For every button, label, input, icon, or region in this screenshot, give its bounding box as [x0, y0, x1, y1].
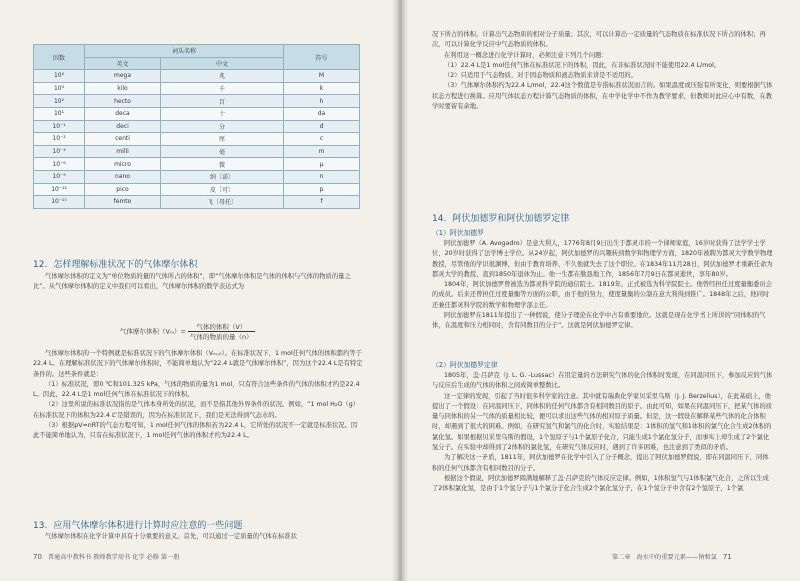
table-cell-en: deci [85, 120, 161, 133]
si-prefix-table [33, 44, 360, 209]
table-cell-sym: d [284, 120, 360, 133]
section-13-intro: 气体摩尔体积在化学计算中具有十分重要的意义。首先，可以通过一定质量的气体在标准状 [45, 533, 297, 540]
table-cell-zh: 厘 [161, 133, 284, 146]
table-cell-f: 10³ [34, 82, 85, 95]
table-cell-zh: 纳〔诺〕 [161, 170, 284, 183]
table-cell-sym: c [284, 133, 360, 146]
table-cell-f: 10⁻¹² [34, 183, 85, 196]
table-row [34, 95, 360, 108]
subsection-avogadro-law: （2）阿伏加德罗定律 [432, 361, 498, 369]
page-number-right: 71 [722, 553, 732, 561]
table-cell-sym: m [284, 145, 360, 158]
table-cell-sym: k [284, 82, 360, 95]
right-footer [612, 552, 732, 561]
table-row [34, 133, 360, 146]
table-cell-f: 10⁻¹ [34, 120, 85, 133]
table-cell-en: milli [85, 145, 161, 158]
table-cell-en: nano [85, 170, 161, 183]
left-footer [33, 552, 179, 561]
section-13-heading: 13. 应用气体摩尔体积进行计算时应注意的一些问题 [33, 521, 243, 531]
header-english: 英文 [85, 57, 161, 70]
table-row [34, 145, 360, 158]
section-12-intro: 气体摩尔体积的定义为“单位物质的量的气体所占的体积”，即“气体摩尔体积是气体的体积与气体的物质的量之比”。从气体摩尔体积的定义中我们可以看出，气体摩尔体积的数学表达式为 [33, 273, 351, 291]
book-title: 普通高中教科书 教师教学用书 化学 必修 第一册 [47, 554, 180, 561]
table-row [34, 120, 360, 133]
table-row [34, 183, 360, 196]
table-cell-f: 10² [34, 95, 85, 108]
section-12-heading: 12. 怎样理解标准状况下的气体摩尔体积 [33, 260, 198, 270]
table-cell-en: kilo [85, 82, 161, 95]
table-cell-f: 10⁻⁶ [34, 158, 85, 171]
table-row [34, 170, 360, 183]
section-13-continued: 况下所占的体积，计算出气态物质的相对分子质量；其次，可以计算出一定质量的气态物质在标准状况下所占的体积；再次，可以计算化学反应中气态物质的体积。 在利用这一概念进行化学计算时，必须注意下列几个问题： （1）22.4 L是1 mol任何气体在标准状况下的体积，因此，在非标准状况时不能使用22.4 L/mol。 （2）只适用于气态物质，对于固态物质和液态物质来讲是不适用的。 （3）气体摩尔体积约为22.4 L/mol，22.4这个数值是专指标准状况而言的。如果温度或压强有所变化，则要根据气体状态方程进行换算。应用气体状态方程计算气态物质的体积，在中学化学中不作为教学要求，但教师对此应心中有数，在教学时要留有余地。 [432, 31, 773, 111]
table-cell-zh: 微 [161, 158, 284, 171]
molar-volume-formula: 气体摩尔体积（Vₘ）= $\frac{\text{气体的体积（V）}}{\text{气体的物质的量（n）}}$ [120, 323, 253, 341]
table-cell-zh: 飞〔母托〕 [161, 196, 284, 209]
header-chinese: 中文 [161, 57, 284, 70]
table-cell-en: hecto [85, 95, 161, 108]
table-cell-sym: da [284, 107, 360, 120]
left-page [0, 0, 398, 581]
chapter-title: 海水中的重要元素——钠和氯 [636, 554, 717, 561]
section-12-body: 气体摩尔体积的一个特例就是标准状况下的气体摩尔体积（Vₘ,₀）。在标准状况下，1 mol任何气体的体积都约等于22.4 L。在理解标准状况下的气体摩尔体积时，不能简单地认为“22.4 L就是气体摩尔体积”，因为这个22.4 L是有特定条件的。这些条件就是： （1）标准状况，即0 ℃和101.325 kPa，气体的物质的量为1 mol，只有符合这些条件的气体的体积才约是22.4 L。因此，22.4 L是1 mol任何气体在标准状况下的体积。 （2）这里所说的标准状况指的是气体本身所处的状况，而不是指其他外界条件的状况。例如，“1 mol H₂O（g）在标准状况下的体积为22.4 L”是错误的，因为在标准状况下，我们是无法得到气态水的。 （3）根据pV=nRT的气态方程可知，1 mol任何气体的体积若为22.4 L，它所处的状况不一定就是标准状况。因此不能简单地认为，只有在标准状况下，1 mol任何气体的体积才约为22.4 L。 [33, 350, 363, 440]
table-cell-zh: 分 [161, 120, 284, 133]
formula-fraction: $\frac{\text{气体的体积（V）}}{\text{气体的物质的量（n）}}$ [190, 323, 253, 341]
table-row [34, 82, 360, 95]
table-cell-f: 10⁻¹⁵ [34, 196, 85, 209]
table-cell-f: 10⁻³ [34, 145, 85, 158]
table-row [34, 107, 360, 120]
table-row [34, 70, 360, 83]
chapter-label: 第二章 [612, 554, 631, 561]
table-row [34, 196, 360, 209]
table-cell-sym: p [284, 183, 360, 196]
avogadro-bio: 阿伏加德罗（A. Avogadro）是意大利人，1776年8月9日出生于都灵市的一个律师家庭，16岁时获得了法学学士学位，20岁时获得了法学博士学位。从24岁起，阿伏加德罗的兴趣转到数学和物理学方面，1820年被聘为都灵大学数学物理教授，尽管他的学识很渊博，但由于教育培养，不久他就失去了这个职位。在1834年11月28日，阿伏加德罗才重新任命为都灵大学的教授，直到1850年退休为止。他一生都在勤恳地工作，1856年7月9日在都灵逝世，享年80岁。 1804年，阿伏加德罗曾被选为都灵科学院的通信院士。1819年，正式被选为科学院院士。他曾经担任过度量衡委员会的成员。后来还曾担任过度量衡等方面的公职，由于他的努力，使度量衡的公制在意大利得到推广。1848年之后，他同时还兼任都灵科学院的数学和物理学部主任。 阿伏加德罗在1811年提出了一种假说，使分子理论在化学中占有重要地位。这就是现在化学书上所讲的“同体积的气体，在温度和压力相同时，含有同数目的分子”。这就是阿伏加德罗定律。 [432, 240, 773, 330]
table-cell-sym: μ [284, 158, 360, 171]
table-cell-en: deca [85, 107, 161, 120]
table-cell-sym: h [284, 95, 360, 108]
table-cell-sym: n [284, 170, 360, 183]
table-cell-f: 10⁻² [34, 133, 85, 146]
header-symbol: 符号 [284, 45, 360, 70]
table-cell-en: micro [85, 158, 161, 171]
table-cell-zh: 百 [161, 95, 284, 108]
table-cell-f: 10⁻⁹ [34, 170, 85, 183]
table-cell-f: 10¹ [34, 107, 85, 120]
header-prefix-name: 词头名称 [85, 45, 284, 58]
table-cell-zh: 十 [161, 107, 284, 120]
header-factor: 因数 [34, 45, 85, 70]
avogadro-law-body: 1805年，盖·吕萨克（J. L. G. -Lussac）在用定量的方法研究气体的化合体积时发现，在同温同压下，参加反应的气体与反应后生成的气体的体积之间成简单整数比。 这一定律的发现，引起了当时很多科学家的注意。其中就有瑞典化学家贝采里乌斯（J. J. Berzelius），在此基础上，他提出了一个假设：在同温同压下，同体积的任何气体都含有相同数目的原子。由此可知，如果在同温同压下，把某气体的质量与同体积的另一气体的质量相比较，便可以求出这些气体的相对原子质量。但是，这一假设在解释某些气体的化合体积时，却遇到了很大的困难。例如，在研究氢气和氯气的化合时，实验结果是：1体积的氢气和1体积的氯气化合生成2体积的氯化氢。如果根据贝采里乌斯的假设，1个氢原子与1个氯原子化合，只能生成1个氯化氢分子，而事实上却生成了2个氯化氢分子。在实验中却得到了2体积的氯化氢，在研究气体反应时，遇到了许多困难，也注意到了类似的矛盾。 为了解决这一矛盾，1811年，阿伏加德罗在化学中引入了分子概念，提出了阿伏加德罗假说，即在同温同压下，同体积的任何气体都含有相同数目的分子。 根据这个假说，阿伏加德罗圆满地解释了盖·吕萨克的气体反应定律。例如，1体积氢气与1体积氯气化合，之所以生成了2体积氯化氢，是由于1个氢分子与1个氯分子化合生成2个氯化氢分子，在1个氢分子中含有2个氢原子，1个氯 [432, 372, 773, 493]
table-cell-f: 10⁶ [34, 70, 85, 83]
table-cell-en: centi [85, 133, 161, 146]
table-cell-en: pico [85, 183, 161, 196]
table-row [34, 158, 360, 171]
table-cell-zh: 兆 [161, 70, 284, 83]
subsection-avogadro: （1）阿伏加德罗 [432, 229, 484, 237]
book-gutter-shadow [392, 0, 408, 581]
table-cell-sym: M [284, 70, 360, 83]
table-cell-sym: f [284, 196, 360, 209]
table-cell-zh: 毫 [161, 145, 284, 158]
table-cell-en: mega [85, 70, 161, 83]
table-cell-zh: 千 [161, 82, 284, 95]
right-page [402, 0, 800, 581]
table-cell-en: femto [85, 196, 161, 209]
page-number-left: 70 [33, 553, 42, 561]
table-cell-zh: 皮〔可〕 [161, 183, 284, 196]
section-14-heading: 14. 阿伏加德罗和阿伏加德罗定律 [432, 214, 570, 224]
